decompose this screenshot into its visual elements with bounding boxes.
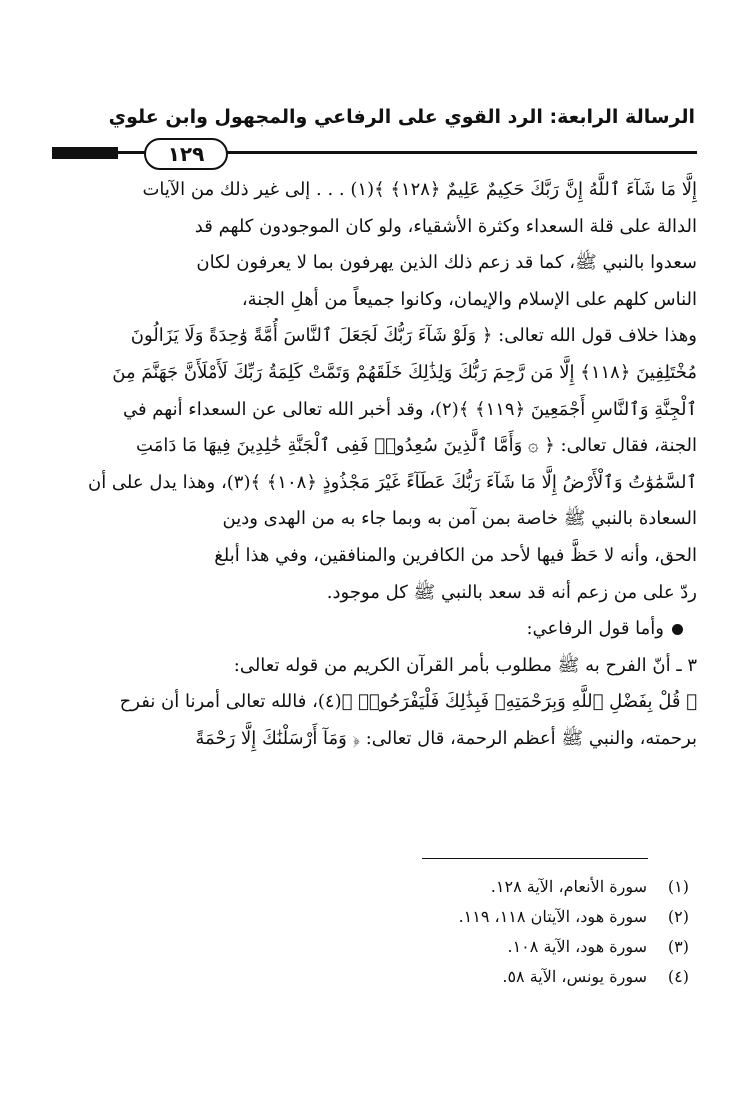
text-line: ٣ ـ أنّ الفرح به ﷺ مطلوب بأمر القرآن الكريم من قوله تعالى: [233,654,697,676]
text-line: الناس كلهم على الإسلام والإيمان، وكانوا جميعاً من أهلِ الجنة، [241,288,697,310]
text-line: السعادة بالنبي ﷺ خاصة بمن آمن به وبما جاء به من الهدى ودين [222,508,697,530]
footnote-number: (٣) [667,937,689,956]
footnote-text: سورة هود، الآيتان ١١٨، ١١٩. [458,907,647,926]
text-line: الدالة على قلة السعداء وكثرة الأشقياء، ولو كان الموجودون كلهم قد [194,215,697,237]
text-line: ﴿ قُلْ بِفَضْلِ ٱللَّهِ وَبِرَحْمَتِهِۦ فَبِذَٰلِكَ فَلْيَفْرَحُوا۟ ﴾(٤)، فالله تعالى أمرنا أن نفرح [119,691,697,713]
text-line: الحق، وأنه لا حَظَّ فيها لأحد من الكافرين والمنافقين، وفي هذا أبلغ [214,544,697,566]
footnote-text: سورة هود، الآية ١٠٨. [507,937,647,956]
header-rule-row [52,138,697,168]
footnote [52,872,697,902]
text-line: ردّ على من زعم أنه قد سعد بالنبي ﷺ كل موجود. [326,581,697,603]
footnote-number: (٤) [667,967,689,986]
text-line: إِلَّا مَا شَآءَ ٱللَّهُ إِنَّ رَبَّكَ حَكِيمٌ عَلِيمٌ ﴿١٢٨﴾ ﴾(١) . . . إلى غير ذلك من الآيات [142,179,697,200]
text-line: مُخْتَلِفِينَ ﴿١١٨﴾ إِلَّا مَن رَّحِمَ رَبُّكَ وَلِذَٰلِكَ خَلَقَهُمْ وَتَمَّتْ كَلِمَةُ رَبِّكَ لَأَمْلَأَنَّ جَهَنَّمَ مِنَ [112,361,697,383]
footnote-text: سورة يونس، الآية ٥٨. [502,967,647,986]
footnote [52,932,697,962]
text-line: برحمته، والنبي ﷺ أعظم الرحمة، قال تعالى: ﴿ وَمَآ أَرْسَلْنَٰكَ إِلَّا رَحْمَةً [195,727,697,749]
bullet-heading [52,611,697,648]
footnote [52,902,697,932]
footnote-number: (٢) [667,907,689,926]
running-header: الرسالة الرابعة: الرد القوي على الرفاعي والمجهول وابن علوي [108,106,695,128]
footnote [52,962,697,992]
main-text [52,172,697,758]
text-line: وهذا خلاف قول الله تعالى: ﴿ وَلَوْ شَآءَ رَبُّكَ لَجَعَلَ ٱلنَّاسَ أُمَّةً وَٰحِدَةً وَلَا يَزَالُونَ [130,325,697,347]
text-line: سعدوا بالنبي ﷺ، كما قد زعم ذلك الذين يهرفون بما لا يعرفون لكان [196,252,697,274]
footnote-number: (١) [667,877,689,896]
bullet-heading-text: وأما قول الرفاعي: [526,618,664,640]
page-number: ١٢٩ [144,138,228,170]
bullet-dot-icon [672,624,683,635]
footnotes [52,872,697,992]
text-line: ٱلْجِنَّةِ وَٱلنَّاسِ أَجْمَعِينَ ﴿١١٩﴾ ﴾(٢)، وقد أخبر الله تعالى عن السعداء أنهم في [122,398,697,420]
footnote-text: سورة الأنعام، الآية ١٢٨. [490,877,647,896]
footnote-separator [422,858,648,859]
header-rule-bars [52,147,118,159]
text-line: ٱلسَّمَٰوَٰتُ وَٱلْأَرْضُ إِلَّا مَا شَآءَ رَبُّكَ عَطَآءً غَيْرَ مَجْذُوذٍ ﴿١٠٨﴾ ﴾(٣)، وهذا يدل على أن [87,471,697,493]
text-line: الجنة، فقال تعالى: ﴿ ۞ وَأَمَّا ٱلَّذِينَ سُعِدُوا۟ فَفِى ٱلْجَنَّةِ خَٰلِدِينَ فِيهَا مَا دَامَتِ [136,435,697,457]
